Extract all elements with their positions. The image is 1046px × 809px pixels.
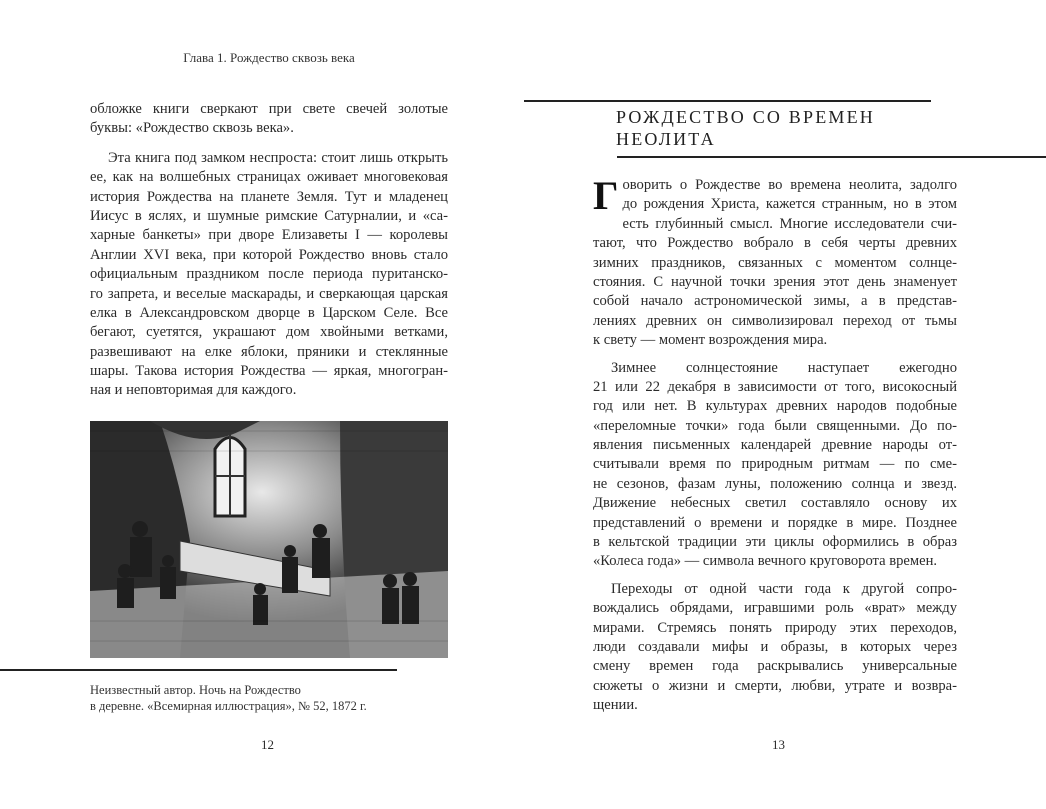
text-line: есть глубинный смысл. Многие исследователи счи- [622,215,957,232]
paragraph [593,359,957,572]
text-line: «переломные точки» года были священными. До по- [593,417,957,434]
text-line: считывали время по природным ритмам — по сме- [593,456,957,473]
text-line: до рождения Христа, кажется странным, но в этом [622,196,957,213]
page-number: 12 [261,737,274,752]
text-line: представлений о времени и порядке в мире. Позднее [593,514,957,531]
text-line: 21 или 22 декабря в зависимости от того, високосный [593,378,957,395]
title-top-rule [524,100,931,102]
caption-line: в деревне. «Всемирная иллюстрация», № 52, 1872 г. [90,699,367,713]
text-line: мирами. Стремясь понять природу этих переходов, [593,619,957,636]
text-line: буквы: «Рождество сквозь века». [90,120,294,137]
text-line: история Рождества на планете Земля. Тут и младенец [90,188,448,205]
text-line: люди создавали мифы и образы, в которых через [593,638,957,655]
text-line: к свету — момент возрождения мира. [593,332,828,349]
engraving-illustration [90,421,448,658]
paragraph [593,173,957,351]
caption-rule [0,669,397,671]
page-number: 13 [772,737,785,752]
right-body-text [593,173,957,724]
text-line: оворить о Рождестве во времена неолита, задолго [622,177,957,193]
title-line: РОЖДЕСТВО СО ВРЕМЕН [616,107,876,127]
text-line: зимних праздников, связанных с моментом солнце- [593,254,957,271]
text-line: собой начало астрономической зимы, а в представ- [593,293,957,310]
text-line: елка в Александровском дворце в Царском Селе. Все [90,304,448,321]
title-line: НЕОЛИТА [616,129,716,149]
text-line: в кельтской традиции эти циклы оформились в образ [593,534,957,551]
text-line: Движение небесных светил составляло основу их [593,495,957,512]
paragraph [593,580,957,716]
text-line: обложке книги сверкают при свете свечей золотые [90,101,448,117]
figure-caption [90,682,367,714]
text-line: год или нет. В культурах древних народов подобные [593,398,957,415]
text-line: «Колеса года» — символа вечного круговорота времен. [593,553,938,570]
text-line: явления письменных календарей древние народы от- [593,437,957,454]
running-head: Глава 1. Рождество сквозь века [183,50,355,65]
text-line: не сезонов, фазам луны, положению солнца и звезд. [593,475,957,492]
text-line: Зимнее солнцестояние наступает ежегодно [611,359,957,376]
text-line: сюжеты о жизни и смерти, любви, утрате и возвра- [593,677,957,694]
text-line: смену времен года раскрывались универсальные [593,658,957,675]
text-line: Переходы от одной части года к другой сопро- [611,580,957,597]
title-bottom-rule [617,156,1046,158]
text-line: тают, что Рождество вобрало в себя черты древних [593,235,957,252]
text-line: развешивают на елке яблоки, пряники и стеклянные [90,343,448,360]
text-line: Эта книга под замком неспроста: стоит лишь открыть [108,149,448,166]
caption-line: Неизвестный автор. Ночь на Рождество [90,683,301,697]
text-line: ее, как на волшебных страницах оживает многовековая [90,169,448,186]
left-body-text [90,100,448,411]
text-line: официальным праздником после периода пуританско- [90,266,448,283]
text-line: стояния. С научной точки зрения этот день знаменует [593,273,957,290]
text-line: шары. Такова история Рождества — яркая, многогран- [90,363,448,380]
text-line: ная и неповторимая для каждого. [90,382,297,399]
text-line: Англии XVI века, при которой Рождество вновь стало [90,246,448,263]
right-page [523,0,1046,809]
text-line: лениях древних он символизировал переход от тьмы [593,312,957,329]
text-line: го запрета, и веселые маскарады, и сверкающая царская [90,285,448,302]
text-line: Иисус в яслях, и шумные римские Сатурналии, и «са- [90,207,448,224]
text-line: вождались обрядами, игравшими роль «врат» между [593,600,957,617]
text-line: харные банкеты» при дворе Елизаветы I — королевы [90,227,448,244]
drop-cap: Г [593,173,619,218]
text-line: бегают, суетятся, украшают дом хвойными ветками, [90,324,448,341]
paragraph [90,100,448,139]
paragraph [90,149,448,401]
section-title [616,106,875,150]
text-line: щении. [593,697,638,714]
